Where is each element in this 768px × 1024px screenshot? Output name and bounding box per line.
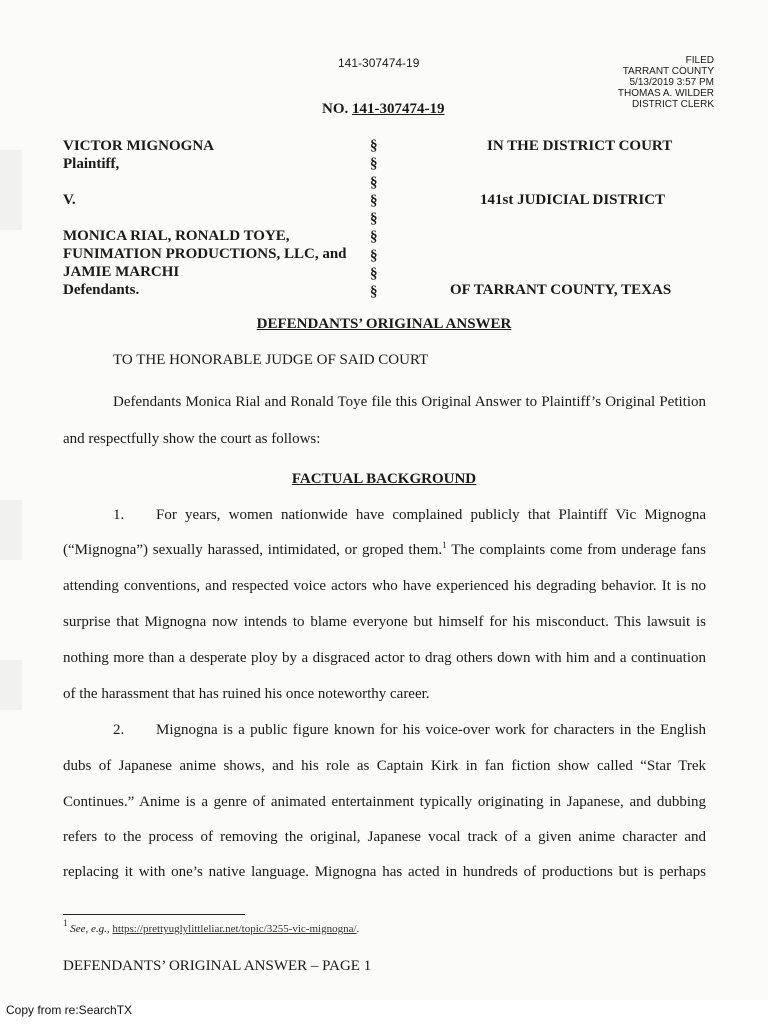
paragraph-text: The complaints come from underage fans <box>446 542 706 558</box>
scan-artifact <box>0 150 22 230</box>
section-symbol: § <box>370 138 378 154</box>
plaintiff-block <box>63 137 214 173</box>
scan-artifact <box>0 660 22 710</box>
intro-line: and respectfully show the court as follows: <box>63 431 321 447</box>
section-heading: FACTUAL BACKGROUND <box>291 471 477 487</box>
section-symbol: § <box>370 284 378 301</box>
defendants-line: JAMIE MARCHI <box>63 264 180 280</box>
defendants-role: Defendants. <box>63 282 140 298</box>
footnote-reference[interactable]: 1 <box>442 540 447 550</box>
defendants-block <box>63 227 347 299</box>
section-symbol: § <box>370 211 378 228</box>
paragraph-line: nothing more than a desperate ploy by a disgraced actor to drag others down with him and a continuation <box>63 650 706 666</box>
paragraph-number: 1. <box>113 507 125 523</box>
section-symbol: § <box>370 266 378 283</box>
paragraph-line: Mignogna is a public figure known for his voice-over work for characters in the English <box>156 722 706 738</box>
cause-number-heading <box>322 101 445 118</box>
footnote-divider <box>63 914 245 915</box>
court-name: IN THE DISTRICT COURT <box>487 138 673 154</box>
document-title: DEFENDANTS’ ORIGINAL ANSWER <box>256 316 512 332</box>
intro-line: Defendants Monica Rial and Ronald Toye file this Original Answer to Plaintiff’s Original Petition <box>113 394 706 410</box>
cause-number: 141-307474-19 <box>352 101 445 117</box>
section-symbol: § <box>370 192 378 209</box>
stamp-line: FILED <box>685 55 714 66</box>
footnote <box>63 918 360 935</box>
paragraph-line <box>63 542 706 559</box>
paragraph-line: refers to the process of removing the original, Japanese vocal track of a given anime character and <box>63 829 706 845</box>
page-footer: DEFENDANTS’ ORIGINAL ANSWER – PAGE 1 <box>63 958 372 974</box>
stamp-line: TARRANT COUNTY <box>622 66 714 77</box>
filing-stamp <box>618 55 714 110</box>
plaintiff-name: VICTOR MIGNOGNA <box>63 138 214 154</box>
county-name: OF TARRANT COUNTY, TEXAS <box>450 282 672 298</box>
footnote-signal: See, e.g., <box>67 923 113 935</box>
section-symbol: § <box>370 229 378 246</box>
paragraph-line: surprise that Mignogna now intends to blame everyone but himself for his misconduct. This lawsuit is <box>63 614 706 630</box>
paragraph-line: of the harassment that has ruined his once noteworthy career. <box>63 686 430 702</box>
defendants-line: FUNIMATION PRODUCTIONS, LLC, and <box>63 246 347 262</box>
paragraph-line: Continues.” Anime is a genre of animated entertainment typically originating in Japanese, and dubbing <box>63 794 706 810</box>
footnote-link[interactable]: https://prettyuglylittleliar.net/topic/3255-vic-mignogna/ <box>112 923 357 935</box>
section-symbol-column <box>370 137 378 302</box>
scan-artifact <box>0 500 22 560</box>
defendants-line: MONICA RIAL, RONALD TOYE, <box>63 228 290 244</box>
plaintiff-role: Plaintiff, <box>63 156 120 172</box>
paragraph-line: For years, women nationwide have complained publicly that Plaintiff Vic Mignogna <box>156 507 706 523</box>
paragraph-number: 2. <box>113 722 125 738</box>
salutation: TO THE HONORABLE JUDGE OF SAID COURT <box>113 352 429 368</box>
cause-prefix: NO. <box>322 101 352 117</box>
section-symbol: § <box>370 174 378 191</box>
judicial-district: 141st JUDICIAL DISTRICT <box>480 192 666 208</box>
footnote-suffix: . <box>356 923 360 935</box>
stamp-line: THOMAS A. WILDER <box>617 88 714 99</box>
stamp-line: 5/13/2019 3:57 PM <box>629 77 714 88</box>
stamp-line: DISTRICT CLERK <box>631 99 714 110</box>
source-note: Copy from re:SearchTX <box>6 1003 133 1017</box>
versus-label: V. <box>63 192 76 208</box>
paragraph-line: replacing it with one’s native language. Mignogna has acted in hundreds of productions but is perhaps <box>63 864 706 880</box>
footnote-marker: 1 <box>63 918 68 928</box>
paragraph-line: attending conventions, and respected voice actors who have experienced his degrading behavior. It is no <box>63 578 706 594</box>
paragraph-text: (“Mignogna”) sexually harassed, intimidated, or groped them. <box>63 542 443 558</box>
section-symbol: § <box>370 156 378 173</box>
paragraph-line: dubs of Japanese anime shows, and his role as Captain Kirk in fan fiction show called “Star Trek <box>63 758 706 774</box>
top-case-number: 141-307474-19 <box>338 56 420 70</box>
section-symbol: § <box>370 247 378 264</box>
